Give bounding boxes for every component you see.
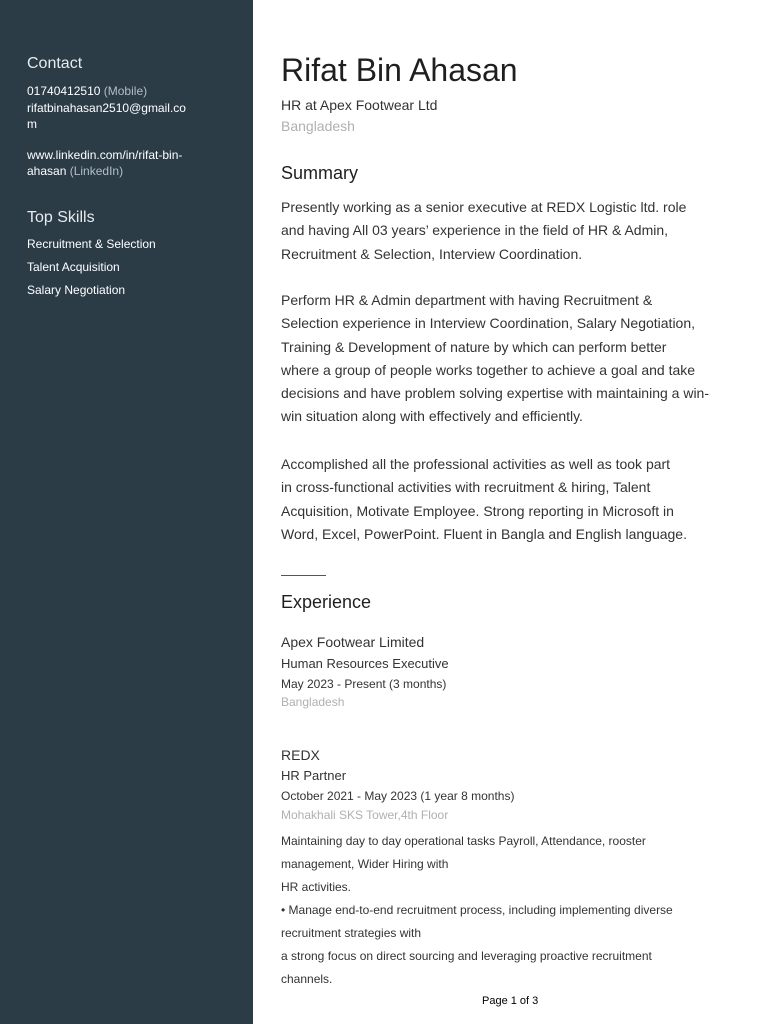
summary-paragraph-1 — [281, 196, 751, 266]
linkedin-type: (LinkedIn) — [69, 164, 124, 178]
skill-item: Recruitment & Selection — [27, 237, 156, 251]
summary-line: Presently working as a senior executive at REDX Logistic ltd. role — [281, 199, 687, 215]
profile-headline: HR at Apex Footwear Ltd — [281, 97, 438, 113]
summary-title: Summary — [281, 163, 359, 183]
summary-line: where a group of people works together to achieve a goal and take — [281, 361, 696, 378]
experience-title: Experience — [281, 592, 372, 612]
sidebar — [0, 0, 253, 1024]
description-line: a strong focus on direct sourcing and leveraging proactive recruitment — [281, 949, 652, 963]
job-role: Human Resources Executive — [281, 656, 449, 671]
job-location: Mohakhali SKS Tower,4th Floor — [281, 808, 449, 822]
summary-line: decisions and have problem solving expertise with maintaining a win- — [281, 385, 710, 402]
description-line: HR activities. — [281, 880, 352, 894]
summary-line: and having All 03 years’ experience in the field of HR & Admin, — [281, 222, 669, 239]
summary-line: Recruitment & Selection, Interview Coordination. — [281, 245, 583, 262]
profile-location: Bangladesh — [281, 118, 355, 134]
job-company: Apex Footwear Limited — [281, 634, 425, 650]
profile-name: Rifat Bin Ahasan — [281, 52, 518, 88]
job-role: HR Partner — [281, 768, 347, 783]
skill-item: Talent Acquisition — [27, 260, 120, 274]
summary-line: Word, Excel, PowerPoint. Fluent in Bangla and English language. — [281, 525, 687, 542]
linkedin[interactable] — [27, 147, 227, 179]
summary-paragraph-3 — [281, 453, 751, 546]
job-dates: October 2021 - May 2023 (1 year 8 months) — [281, 789, 515, 803]
description-line: • Manage end-to-end recruitment process, including implementing diverse — [281, 903, 673, 917]
email[interactable] — [27, 100, 227, 132]
description-line: Maintaining day to day operational tasks Payroll, Attendance, rooster — [281, 834, 646, 848]
skill-item: Salary Negotiation — [27, 283, 126, 297]
email-line-2[interactable]: m — [27, 117, 37, 131]
linkedin-line-1[interactable]: www.linkedin.com/in/rifat-bin- — [27, 148, 183, 162]
email-line-1[interactable]: rifatbinahasan2510@gmail.co — [27, 101, 186, 115]
summary-line: in cross-functional activities with recruitment & hiring, Talent — [281, 479, 651, 496]
skills-title: Top Skills — [27, 209, 95, 226]
description-line: recruitment strategies with — [281, 926, 422, 940]
job-dates: May 2023 - Present (3 months) — [281, 677, 447, 691]
contact-title: Contact — [27, 55, 83, 72]
section-divider — [281, 575, 326, 576]
summary-line: Training & Development of nature by which can perform better — [281, 338, 667, 355]
main-content — [253, 0, 768, 1024]
summary-line: Accomplished all the professional activities as well as took part — [281, 456, 671, 472]
job-description — [281, 830, 673, 991]
phone-number[interactable]: 01740412510 — [27, 84, 101, 98]
summary-line: win situation along with effectively and efficiently. — [281, 408, 583, 425]
page-number: Page 1 of 3 — [482, 995, 539, 1007]
summary-line: Selection experience in Interview Coordination, Salary Negotiation, — [281, 315, 696, 332]
job-company: REDX — [281, 747, 320, 763]
job-location: Bangladesh — [281, 695, 345, 709]
summary-line: Perform HR & Admin department with having Recruitment & — [281, 292, 653, 308]
description-line: channels. — [281, 972, 333, 986]
phone-type: (Mobile) — [103, 84, 148, 98]
summary-paragraph-2 — [281, 289, 751, 429]
description-line: management, Wider Hiring with — [281, 857, 449, 871]
phone-line — [27, 83, 227, 99]
summary-line: Acquisition, Motivate Employee. Strong reporting in Microsoft in — [281, 502, 674, 519]
linkedin-line-2[interactable]: ahasan — [27, 164, 67, 178]
